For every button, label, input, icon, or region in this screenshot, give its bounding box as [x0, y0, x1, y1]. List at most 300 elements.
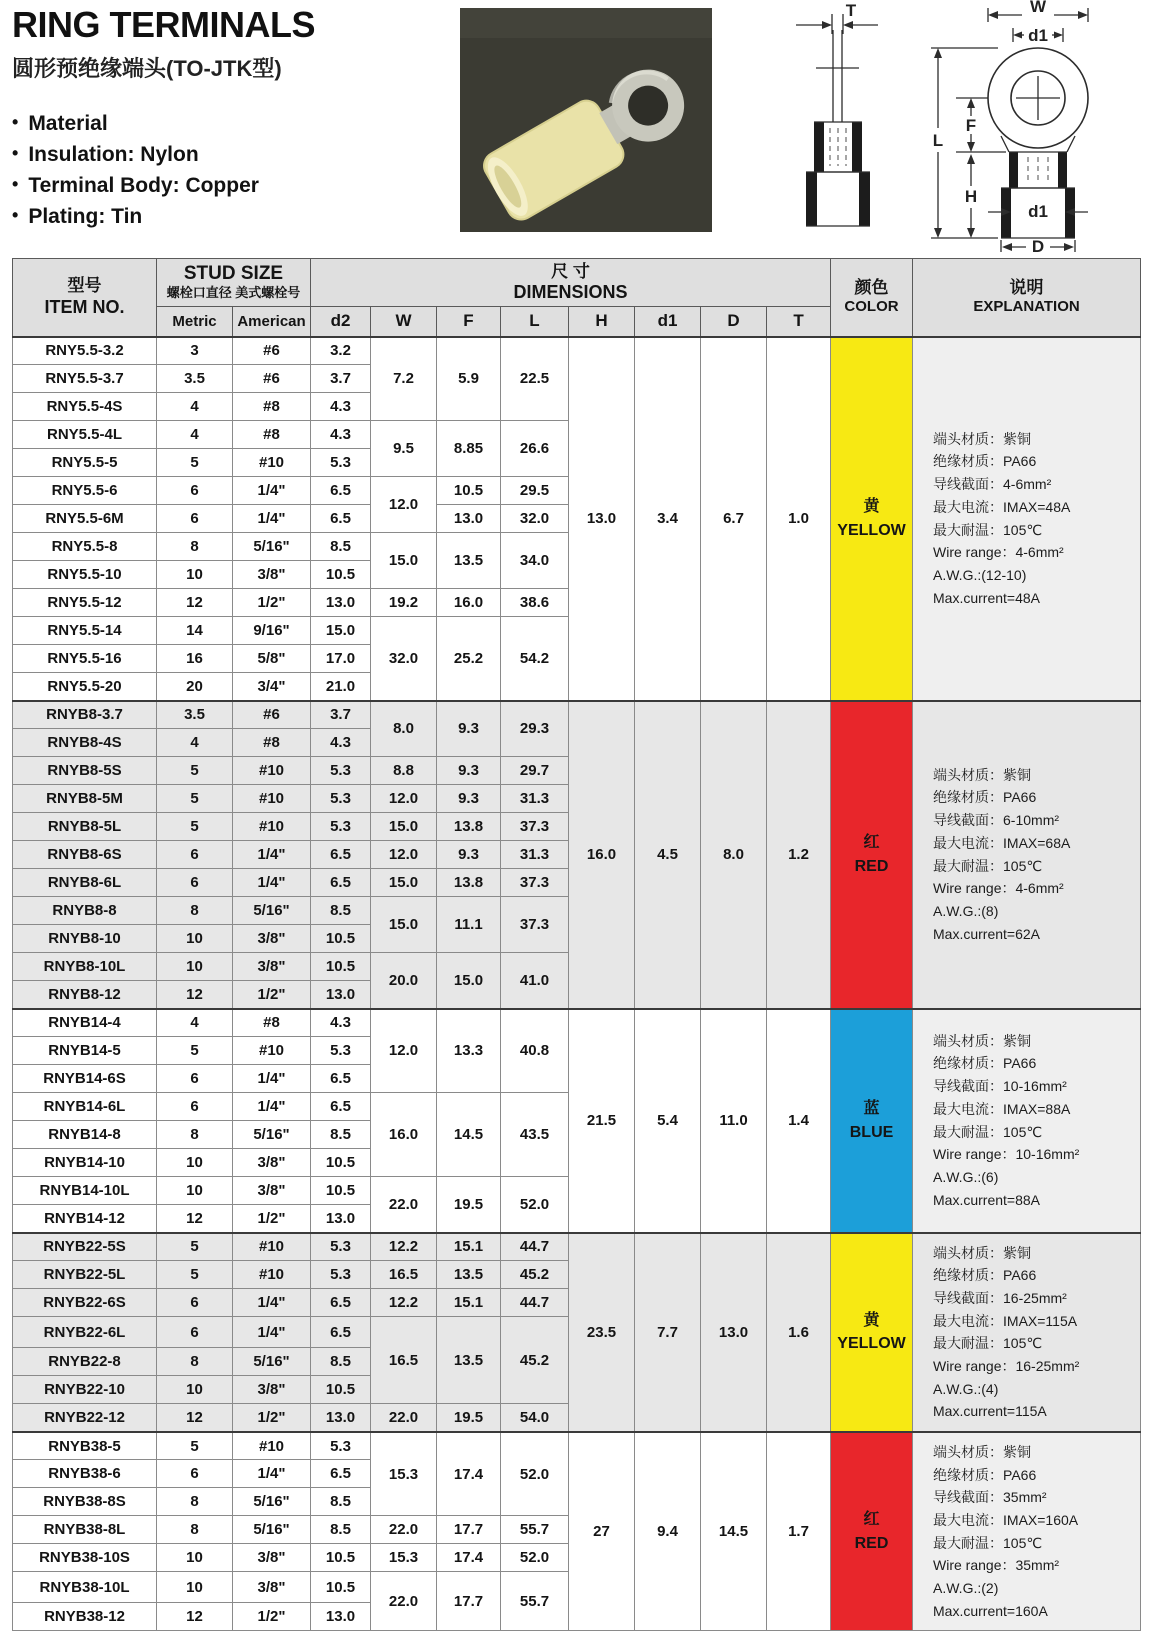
explanation-line: 绝缘材质：PA66	[933, 453, 1037, 470]
d2-cell: 10.5	[311, 925, 371, 953]
d-cell: 13.0	[701, 1233, 767, 1432]
item-no-cell: RNYB8-5L	[13, 813, 157, 841]
d2-cell: 3.7	[311, 365, 371, 393]
explanation-line: 最大电流：IMAX=68A	[933, 834, 1071, 851]
metric-cell: 6	[157, 1460, 233, 1488]
metric-cell: 6	[157, 869, 233, 897]
american-cell: 1/4"	[233, 477, 311, 505]
d2-cell: 4.3	[311, 729, 371, 757]
american-cell: 3/8"	[233, 953, 311, 981]
metric-cell: 6	[157, 505, 233, 533]
american-cell: #8	[233, 393, 311, 421]
explanation-line: 端头材质：紫铜	[933, 1443, 1032, 1460]
explanation-line: 绝缘材质：PA66	[933, 1267, 1037, 1284]
metric-cell: 6	[157, 1317, 233, 1348]
metric-cell: 12	[157, 1205, 233, 1233]
american-cell: 1/4"	[233, 841, 311, 869]
l-cell: 52.0	[501, 1177, 569, 1233]
color-cell	[831, 701, 913, 1009]
american-cell: 1/2"	[233, 981, 311, 1009]
metric-cell: 10	[157, 953, 233, 981]
american-cell: 5/16"	[233, 1488, 311, 1516]
american-cell: 5/16"	[233, 1348, 311, 1376]
table-row	[13, 337, 1141, 365]
american-cell: #6	[233, 701, 311, 729]
explanation-line: 最大电流：IMAX=48A	[933, 498, 1071, 515]
american-cell: #10	[233, 1037, 311, 1065]
w-cell: 20.0	[371, 953, 437, 1009]
spec-table-body	[13, 337, 1141, 1631]
f-cell: 9.3	[437, 785, 501, 813]
dim-label-d1-top: d1	[1028, 26, 1048, 45]
d2-cell: 4.3	[311, 393, 371, 421]
american-cell: 3/8"	[233, 561, 311, 589]
f-cell: 13.5	[437, 533, 501, 589]
d2-cell: 5.3	[311, 813, 371, 841]
explanation-line: 最大耐温：105℃	[933, 1335, 1043, 1352]
d-cell: 14.5	[701, 1432, 767, 1631]
metric-cell: 8	[157, 1348, 233, 1376]
w-cell: 16.0	[371, 1093, 437, 1177]
color-label-en: RED	[854, 857, 889, 875]
header-metric: Metric	[157, 307, 233, 337]
f-cell: 17.7	[437, 1572, 501, 1631]
item-no-cell: RNYB8-6L	[13, 869, 157, 897]
d2-cell: 10.5	[311, 1177, 371, 1205]
metric-cell: 6	[157, 477, 233, 505]
l-cell: 55.7	[501, 1572, 569, 1631]
item-no-cell: RNYB8-10	[13, 925, 157, 953]
header-explanation-zh: 说明	[1009, 278, 1044, 298]
american-cell: 1/4"	[233, 1289, 311, 1317]
item-no-cell: RNYB22-6S	[13, 1289, 157, 1317]
l-cell: 38.6	[501, 589, 569, 617]
metric-cell: 5	[157, 1233, 233, 1261]
f-cell: 17.7	[437, 1516, 501, 1544]
explanation-line: Wire range：16-25mm²	[933, 1357, 1080, 1374]
american-cell: 5/16"	[233, 533, 311, 561]
item-no-cell: RNYB38-10L	[13, 1572, 157, 1603]
explanation-line: Wire range：10-16mm²	[933, 1146, 1080, 1163]
metric-cell: 5	[157, 449, 233, 477]
w-cell: 32.0	[371, 617, 437, 701]
d2-cell: 13.0	[311, 981, 371, 1009]
metric-cell: 12	[157, 589, 233, 617]
metric-cell: 4	[157, 421, 233, 449]
explanation-line: Max.current=62A	[933, 925, 1041, 942]
metric-cell: 14	[157, 617, 233, 645]
metric-cell: 6	[157, 1289, 233, 1317]
item-no-cell: RNY5.5-14	[13, 617, 157, 645]
item-no-cell: RNY5.5-4S	[13, 393, 157, 421]
d2-cell: 13.0	[311, 589, 371, 617]
color-cell	[831, 1009, 913, 1233]
f-cell: 9.3	[437, 757, 501, 785]
l-cell: 44.7	[501, 1289, 569, 1317]
d1-cell: 4.5	[635, 701, 701, 1009]
w-cell: 15.3	[371, 1432, 437, 1516]
explanation-line: 绝缘材质：PA66	[933, 789, 1037, 806]
l-cell: 43.5	[501, 1093, 569, 1177]
metric-cell: 10	[157, 1572, 233, 1603]
f-cell: 13.0	[437, 505, 501, 533]
american-cell: 3/8"	[233, 1149, 311, 1177]
d2-cell: 3.7	[311, 701, 371, 729]
item-no-cell: RNYB14-5	[13, 1037, 157, 1065]
l-cell: 29.5	[501, 477, 569, 505]
d2-cell: 17.0	[311, 645, 371, 673]
metric-cell: 3	[157, 337, 233, 365]
metric-cell: 4	[157, 729, 233, 757]
l-cell: 40.8	[501, 1009, 569, 1093]
color-cell	[831, 1432, 913, 1631]
explanation-line: 端头材质：紫铜	[933, 766, 1032, 783]
metric-cell: 5	[157, 813, 233, 841]
metric-cell: 5	[157, 1037, 233, 1065]
table-row	[13, 1432, 1141, 1460]
american-cell: 5/16"	[233, 1121, 311, 1149]
header-w: W	[371, 307, 437, 337]
w-cell: 22.0	[371, 1516, 437, 1544]
d2-cell: 5.3	[311, 757, 371, 785]
w-cell: 12.2	[371, 1289, 437, 1317]
h-cell: 27	[569, 1432, 635, 1631]
l-cell: 29.3	[501, 701, 569, 757]
header-color-en: COLOR	[844, 298, 899, 316]
american-cell: 3/8"	[233, 1572, 311, 1603]
f-cell: 5.9	[437, 337, 501, 421]
w-cell: 15.0	[371, 897, 437, 953]
l-cell: 32.0	[501, 505, 569, 533]
f-cell: 13.5	[437, 1317, 501, 1404]
american-cell: 1/2"	[233, 589, 311, 617]
f-cell: 19.5	[437, 1404, 501, 1432]
f-cell: 13.8	[437, 869, 501, 897]
item-no-cell: RNYB14-10	[13, 1149, 157, 1177]
header-explanation	[913, 259, 1141, 337]
f-cell: 15.1	[437, 1289, 501, 1317]
d2-cell: 13.0	[311, 1404, 371, 1432]
explanation-line: A.W.G.:(8)	[933, 902, 999, 919]
f-cell: 16.0	[437, 589, 501, 617]
f-cell: 13.5	[437, 1261, 501, 1289]
t-cell: 1.0	[767, 337, 831, 701]
explanation-line: Wire range：4-6mm²	[933, 880, 1064, 897]
d2-cell: 13.0	[311, 1205, 371, 1233]
item-no-cell: RNYB14-10L	[13, 1177, 157, 1205]
metric-cell: 5	[157, 1432, 233, 1460]
metric-cell: 10	[157, 1376, 233, 1404]
f-cell: 19.5	[437, 1177, 501, 1233]
item-no-cell: RNYB38-10S	[13, 1544, 157, 1572]
american-cell: #10	[233, 757, 311, 785]
t-cell: 1.6	[767, 1233, 831, 1432]
d2-cell: 6.5	[311, 1065, 371, 1093]
metric-cell: 8	[157, 1488, 233, 1516]
header-stud-size-zh: 螺栓口直径 美式螺栓号	[166, 285, 301, 301]
explanation-line: Max.current=115A	[933, 1403, 1047, 1420]
product-photo	[460, 8, 712, 232]
explanation-cell	[913, 1233, 1141, 1432]
l-cell: 54.2	[501, 617, 569, 701]
d2-cell: 5.3	[311, 1432, 371, 1460]
dim-label-d: D	[1031, 237, 1045, 252]
american-cell: 1/4"	[233, 1093, 311, 1121]
item-no-cell: RNYB22-5L	[13, 1261, 157, 1289]
item-no-cell: RNYB22-8	[13, 1348, 157, 1376]
d2-cell: 10.5	[311, 1376, 371, 1404]
item-no-cell: RNY5.5-8	[13, 533, 157, 561]
d2-cell: 5.3	[311, 785, 371, 813]
metric-cell: 8	[157, 1516, 233, 1544]
american-cell: #8	[233, 729, 311, 757]
metric-cell: 5	[157, 757, 233, 785]
d2-cell: 6.5	[311, 1460, 371, 1488]
color-label-zh: 红	[863, 834, 880, 852]
item-no-cell: RNY5.5-5	[13, 449, 157, 477]
dim-label-f: F	[965, 116, 977, 135]
d2-cell: 10.5	[311, 953, 371, 981]
american-cell: 1/2"	[233, 1205, 311, 1233]
explanation-line: 导线截面：16-25mm²	[933, 1289, 1067, 1306]
header-dimensions-zh: 尺 寸	[551, 261, 590, 281]
explanation-line: 导线截面：6-10mm²	[933, 812, 1060, 829]
d2-cell: 6.5	[311, 505, 371, 533]
w-cell: 19.2	[371, 589, 437, 617]
american-cell: #10	[233, 449, 311, 477]
color-label-zh: 黄	[863, 498, 880, 516]
w-cell: 16.5	[371, 1261, 437, 1289]
item-no-cell: RNYB38-8S	[13, 1488, 157, 1516]
d2-cell: 8.5	[311, 897, 371, 925]
item-no-cell: RNY5.5-3.2	[13, 337, 157, 365]
d2-cell: 4.3	[311, 1009, 371, 1037]
header-dimensions-en: DIMENSIONS	[513, 281, 628, 302]
item-no-cell: RNYB8-6S	[13, 841, 157, 869]
d2-cell: 5.3	[311, 1261, 371, 1289]
item-no-cell: RNYB22-5S	[13, 1233, 157, 1261]
l-cell: 54.0	[501, 1404, 569, 1432]
item-no-cell: RNYB38-8L	[13, 1516, 157, 1544]
header-stud-size	[157, 259, 311, 307]
l-cell: 29.7	[501, 757, 569, 785]
h-cell: 21.5	[569, 1009, 635, 1233]
w-cell: 8.8	[371, 757, 437, 785]
explanation-line: Wire range：4-6mm²	[933, 544, 1064, 561]
american-cell: 5/16"	[233, 1516, 311, 1544]
header-color	[831, 259, 913, 337]
d2-cell: 5.3	[311, 1037, 371, 1065]
header-american: American	[233, 307, 311, 337]
american-cell: #10	[233, 785, 311, 813]
metric-cell: 6	[157, 1093, 233, 1121]
header-stud-size-en: STUD SIZE	[183, 263, 284, 285]
d2-cell: 10.5	[311, 561, 371, 589]
color-label-zh: 蓝	[863, 1100, 880, 1118]
metric-cell: 4	[157, 1009, 233, 1037]
item-no-cell: RNYB14-6L	[13, 1093, 157, 1121]
item-no-cell: RNYB8-5S	[13, 757, 157, 785]
d2-cell: 10.5	[311, 1572, 371, 1603]
item-no-cell: RNYB8-10L	[13, 953, 157, 981]
d2-cell: 10.5	[311, 1544, 371, 1572]
item-no-cell: RNYB38-12	[13, 1603, 157, 1631]
w-cell: 7.2	[371, 337, 437, 421]
explanation-line: 最大耐温：105℃	[933, 521, 1043, 538]
l-cell: 26.6	[501, 421, 569, 477]
f-cell: 17.4	[437, 1544, 501, 1572]
explanation-line: Max.current=88A	[933, 1191, 1041, 1208]
h-cell: 13.0	[569, 337, 635, 701]
american-cell: 1/4"	[233, 505, 311, 533]
l-cell: 45.2	[501, 1261, 569, 1289]
header-d2: d2	[311, 307, 371, 337]
l-cell: 41.0	[501, 953, 569, 1009]
w-cell: 22.0	[371, 1177, 437, 1233]
f-cell: 14.5	[437, 1093, 501, 1177]
explanation-line: 导线截面：35mm²	[933, 1489, 1047, 1506]
w-cell: 15.0	[371, 533, 437, 589]
table-row	[13, 701, 1141, 729]
dimension-diagram	[766, 0, 1152, 252]
d2-cell: 8.5	[311, 1516, 371, 1544]
header-item-no	[13, 259, 157, 337]
color-label-en: YELLOW	[837, 1335, 906, 1353]
f-cell: 25.2	[437, 617, 501, 701]
american-cell: 3/8"	[233, 1376, 311, 1404]
t-cell: 1.4	[767, 1009, 831, 1233]
f-cell: 10.5	[437, 477, 501, 505]
american-cell: #10	[233, 1233, 311, 1261]
metric-cell: 10	[157, 1177, 233, 1205]
d2-cell: 6.5	[311, 1093, 371, 1121]
t-cell: 1.2	[767, 701, 831, 1009]
table-row	[13, 1009, 1141, 1037]
d1-cell: 5.4	[635, 1009, 701, 1233]
color-cell	[831, 1233, 913, 1432]
metric-cell: 6	[157, 1065, 233, 1093]
l-cell: 22.5	[501, 337, 569, 421]
bullet-terminal-body: • Terminal Body: Copper	[12, 174, 259, 198]
w-cell: 12.0	[371, 477, 437, 533]
d1-cell: 7.7	[635, 1233, 701, 1432]
american-cell: 5/8"	[233, 645, 311, 673]
explanation-line: 端头材质：紫铜	[933, 1032, 1032, 1049]
explanation-line: 导线截面：4-6mm²	[933, 476, 1052, 493]
color-label-zh: 红	[863, 1511, 880, 1529]
explanation-line: A.W.G.:(12-10)	[933, 566, 1027, 583]
f-cell: 15.1	[437, 1233, 501, 1261]
color-label-zh: 黄	[863, 1312, 880, 1329]
metric-cell: 10	[157, 1544, 233, 1572]
metric-cell: 10	[157, 561, 233, 589]
f-cell: 17.4	[437, 1432, 501, 1516]
d2-cell: 10.5	[311, 1149, 371, 1177]
item-no-cell: RNY5.5-3.7	[13, 365, 157, 393]
header-d: D	[701, 307, 767, 337]
item-no-cell: RNYB8-5M	[13, 785, 157, 813]
w-cell: 12.0	[371, 785, 437, 813]
d2-cell: 5.3	[311, 449, 371, 477]
metric-cell: 5	[157, 1261, 233, 1289]
dim-label-t: T	[845, 1, 857, 20]
american-cell: #8	[233, 421, 311, 449]
d1-cell: 3.4	[635, 337, 701, 701]
f-cell: 13.8	[437, 813, 501, 841]
item-no-cell: RNYB8-8	[13, 897, 157, 925]
l-cell: 45.2	[501, 1317, 569, 1404]
american-cell: 3/8"	[233, 925, 311, 953]
f-cell: 8.85	[437, 421, 501, 477]
l-cell: 37.3	[501, 897, 569, 953]
item-no-cell: RNYB14-6S	[13, 1065, 157, 1093]
d2-cell: 21.0	[311, 673, 371, 701]
h-cell: 16.0	[569, 701, 635, 1009]
f-cell: 9.3	[437, 841, 501, 869]
american-cell: 1/2"	[233, 1603, 311, 1631]
header-d1: d1	[635, 307, 701, 337]
d2-cell: 8.5	[311, 1488, 371, 1516]
explanation-line: 最大耐温：105℃	[933, 857, 1043, 874]
l-cell: 31.3	[501, 841, 569, 869]
d1-cell: 9.4	[635, 1432, 701, 1631]
explanation-cell	[913, 337, 1141, 701]
dim-label-d1-bottom: d1	[1028, 202, 1048, 221]
american-cell: 3/4"	[233, 673, 311, 701]
dimension-diagram-svg	[766, 0, 1152, 252]
explanation-line: 端头材质：紫铜	[933, 1244, 1032, 1261]
page-title: RING TERMINALS	[12, 4, 315, 45]
w-cell: 12.0	[371, 841, 437, 869]
item-no-cell: RNYB22-12	[13, 1404, 157, 1432]
explanation-line: A.W.G.:(2)	[933, 1579, 999, 1596]
explanation-line: 绝缘材质：PA66	[933, 1466, 1037, 1483]
explanation-line: 最大耐温：105℃	[933, 1534, 1043, 1551]
color-cell	[831, 337, 913, 701]
d2-cell: 13.0	[311, 1603, 371, 1631]
f-cell: 11.1	[437, 897, 501, 953]
item-no-cell: RNY5.5-20	[13, 673, 157, 701]
explanation-line: 端头材质：紫铜	[933, 430, 1032, 447]
l-cell: 31.3	[501, 785, 569, 813]
explanation-line: A.W.G.:(4)	[933, 1380, 999, 1397]
w-cell: 22.0	[371, 1572, 437, 1631]
explanation-line: 导线截面：10-16mm²	[933, 1078, 1067, 1095]
metric-cell: 10	[157, 925, 233, 953]
d2-cell: 5.3	[311, 1233, 371, 1261]
item-no-cell: RNYB38-6	[13, 1460, 157, 1488]
american-cell: 1/4"	[233, 1460, 311, 1488]
d2-cell: 6.5	[311, 1317, 371, 1348]
page-subtitle: 圆形预绝缘端头(TO-JTK型)	[12, 56, 282, 81]
metric-cell: 20	[157, 673, 233, 701]
item-no-cell: RNYB8-3.7	[13, 701, 157, 729]
american-cell: #8	[233, 1009, 311, 1037]
dim-label-w: W	[1029, 0, 1047, 16]
header-explanation-en: EXPLANATION	[973, 298, 1080, 316]
l-cell: 37.3	[501, 869, 569, 897]
explanation-line: 绝缘材质：PA66	[933, 1055, 1037, 1072]
d2-cell: 6.5	[311, 1289, 371, 1317]
american-cell: #6	[233, 337, 311, 365]
item-no-cell: RNY5.5-12	[13, 589, 157, 617]
material-bullet-list	[12, 112, 259, 236]
american-cell: #6	[233, 365, 311, 393]
item-no-cell: RNYB22-6L	[13, 1317, 157, 1348]
color-label-en: YELLOW	[837, 521, 906, 539]
d-cell: 6.7	[701, 337, 767, 701]
explanation-line: A.W.G.:(6)	[933, 1168, 999, 1185]
